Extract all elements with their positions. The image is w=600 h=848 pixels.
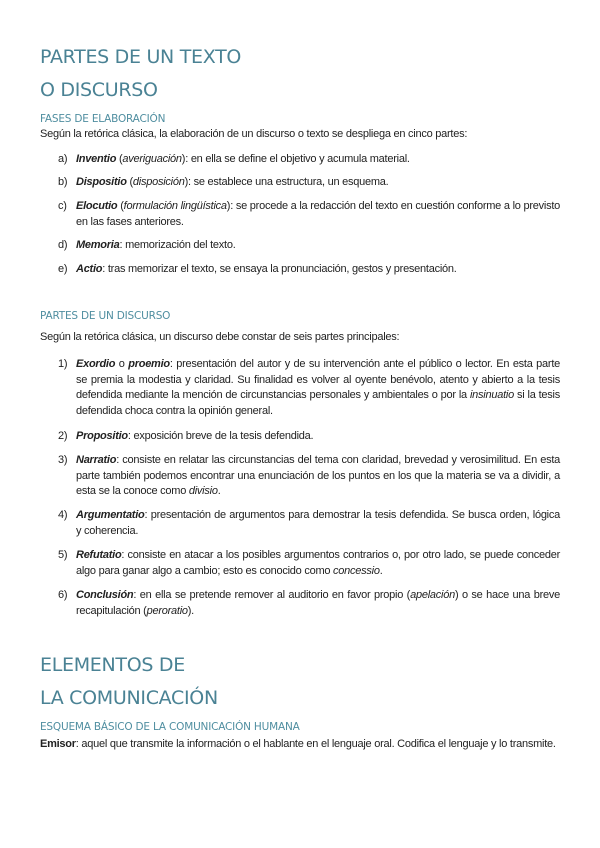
item-text: . xyxy=(379,564,383,577)
item-text: : consiste en relatar las circunstancias del tema con claridad, brevedad y verosimilitud. En esta parte también podemos encontrar una enunciación de los puntos en los que la materia se va a dividir, a esta se la conoce como xyxy=(76,454,560,497)
item-text: . xyxy=(217,485,221,497)
term: Conclusión xyxy=(76,589,134,601)
item-text: : aquel que transmite la información o el hablante en el lenguaje oral. Codifica el lenguaje y lo transmite. xyxy=(75,738,556,750)
item-text: : se procede a la redacción del texto en cuestión conforme a lo previsto en las fases anteriores. xyxy=(76,200,560,228)
item-text: : memorización del texto. xyxy=(119,239,236,251)
list-marker: a) xyxy=(58,153,68,165)
italic-term: divisio xyxy=(188,485,218,497)
list-marker: 5) xyxy=(58,549,68,561)
term: proemio xyxy=(128,358,170,370)
item-text: : exposición breve de la tesis defendida. xyxy=(127,430,314,442)
term: Memoria xyxy=(76,239,120,251)
term: Actio xyxy=(76,263,103,275)
item-text: : en ella se define el objetivo y acumula material. xyxy=(185,153,410,165)
partes-intro: Según la retórica clásica, un discurso debe constar de seis partes principales: xyxy=(40,331,400,343)
item-text: : se establece una estructura, un esquema. xyxy=(188,176,389,188)
item-text: ). xyxy=(187,604,194,617)
list-marker: d) xyxy=(58,239,68,251)
italic-term: insinuatio xyxy=(469,389,514,401)
term: Exordio xyxy=(76,358,116,370)
list-item xyxy=(40,152,560,168)
title2-line-1: ELEMENTOS DE xyxy=(40,654,185,676)
list-marker: e) xyxy=(58,263,68,275)
list-item xyxy=(40,175,560,191)
list-item xyxy=(40,262,560,278)
emisor-paragraph xyxy=(40,737,560,752)
paren-open: ( xyxy=(126,176,133,188)
gloss: disposición xyxy=(132,176,185,188)
italic-term: apelación xyxy=(410,589,455,601)
term: Propositio xyxy=(76,430,128,442)
italic-term: peroratio xyxy=(146,604,188,617)
list-marker: 1) xyxy=(58,358,68,370)
list-item xyxy=(40,357,560,419)
item-text: : en ella se pretende remover al auditorio en favor propio ( xyxy=(133,589,411,601)
term: Emisor xyxy=(40,738,76,750)
list-marker: b) xyxy=(58,176,68,188)
paren-open: ( xyxy=(117,200,124,212)
title2-line-2: LA COMUNICACIÓN xyxy=(40,687,218,709)
gloss: formulación lingüística xyxy=(123,200,227,212)
conjunction: o xyxy=(115,358,129,370)
term: Inventio xyxy=(76,153,117,165)
paren-close: ) xyxy=(181,153,186,165)
term: Dispositio xyxy=(76,176,127,188)
item-text: : presentación del autor y de su intervención ante el público o lector. En esta parte se premia la modestia y claridad. Su finalidad es volver al oyente benévolo, atento y abierto a la tesis defendida mediante la mención de circunstancias personales y ambientales o por la xyxy=(76,358,560,401)
title-line-2: O DISCURSO xyxy=(40,79,158,101)
list-marker: 3) xyxy=(58,454,68,466)
list-marker: 2) xyxy=(58,430,68,442)
list-marker: c) xyxy=(58,200,67,212)
term: Elocutio xyxy=(76,200,118,212)
paren-open: ( xyxy=(116,153,123,165)
section-heading-partes: PARTES DE UN DISCURSO xyxy=(40,310,171,322)
italic-term: concessio xyxy=(333,564,380,577)
list-item xyxy=(40,453,560,500)
title-line-1: PARTES DE UN TEXTO xyxy=(40,46,242,68)
fases-intro: Según la retórica clásica, la elaboración de un discurso o texto se despliega en cinco partes: xyxy=(40,128,468,140)
list-item xyxy=(40,199,560,230)
list-marker: 6) xyxy=(58,589,68,601)
list-marker: 4) xyxy=(58,509,68,521)
list-item xyxy=(40,548,560,579)
section-heading-fases: FASES DE ELABORACIÓN xyxy=(40,113,166,125)
item-text: : presentación de argumentos para demostrar la tesis defendida. Se busca orden, lógica y coherencia. xyxy=(76,509,560,537)
item-text: : consiste en atacar a los posibles argumentos contrarios o, por otro lado, se puede conceder algo para ganar algo a cambio; esto es conocido como xyxy=(76,549,560,577)
gloss: averiguación xyxy=(122,153,182,165)
item-text: si la tesis defendida choca contra la opinión general. xyxy=(76,389,560,417)
term: Narratio xyxy=(76,454,117,466)
paren-close: ) xyxy=(184,176,188,188)
list-item xyxy=(40,588,560,619)
section-heading-esquema: ESQUEMA BÁSICO DE LA COMUNICACIÓN HUMANA xyxy=(40,721,300,733)
term: Argumentatio xyxy=(76,509,145,521)
term: Refutatio xyxy=(76,549,122,561)
item-text: ) o se hace una breve recapitulación ( xyxy=(76,589,560,617)
paren-close: ) xyxy=(226,200,231,212)
list-item xyxy=(40,508,560,539)
item-text: : tras memorizar el texto, se ensaya la pronunciación, gestos y presentación. xyxy=(102,263,457,275)
list-item xyxy=(40,238,560,254)
list-item xyxy=(40,429,560,445)
